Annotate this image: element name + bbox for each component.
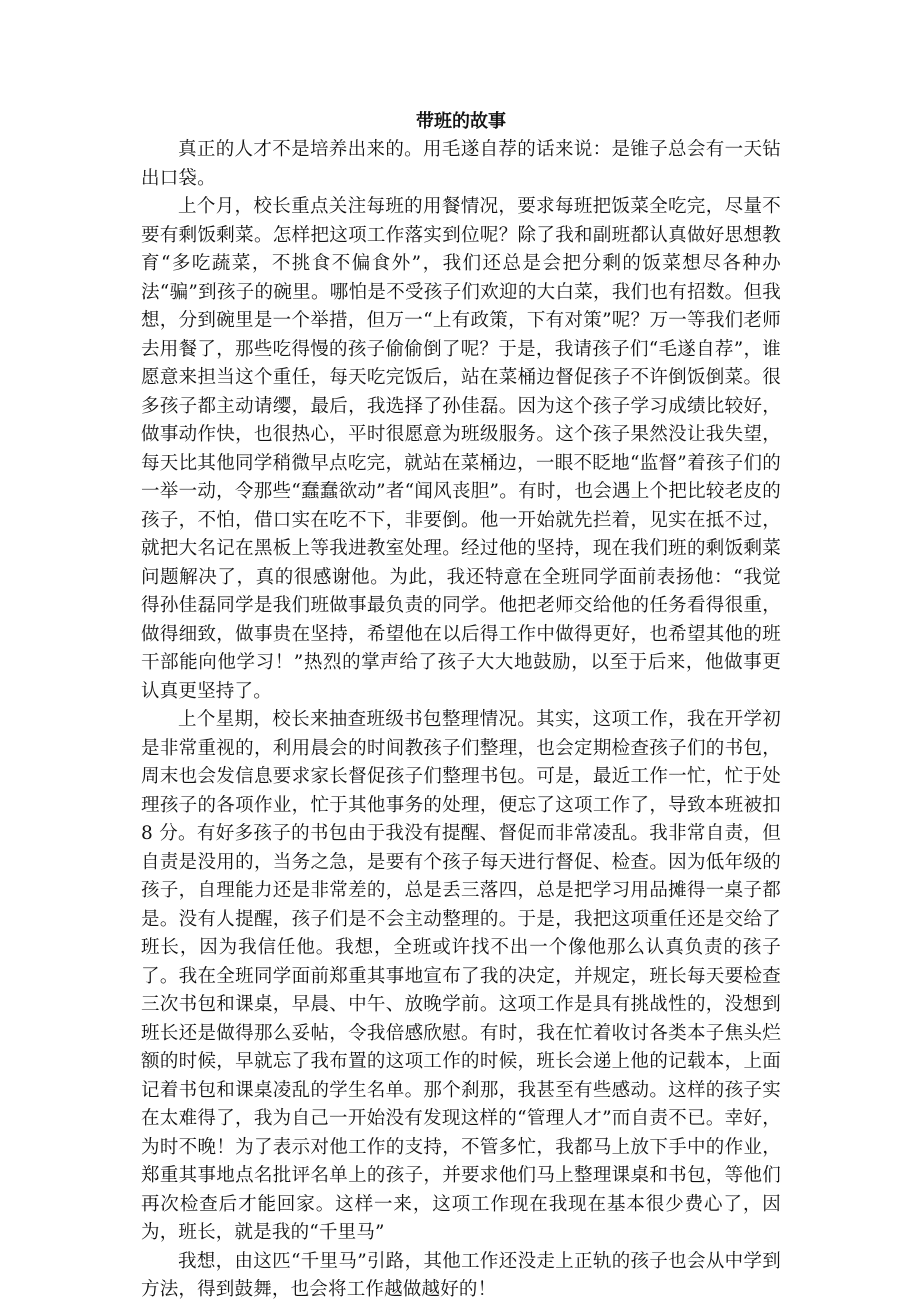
paragraph-schoolbag-story: 上个星期，校长来抽查班级书包整理情况。其实，这项工作，我在开学初是非常重视的，利用晨会的时间教孩子们整理，也会定期检查孩子们的书包，周末也会发信息要求家长督促孩子们整理书包。可是，最近工作一忙，忙于处理孩子的各项作业，忙于其他事务的处理，便忘了这项工作了，导致本班被扣 8 分。有好多孩子的书包由于我没有提醒、督促而非常凌乱。我非常自责，但自责是没用的，当务之急，是要有个孩子每天进行督促、检查。因为低年级的孩子，自理能力还是非常差的，总是丢三落四，总是把学习用品摊得一桌子都是。没有人提醒，孩子们是不会主动整理的。于是，我把这项重任还是交给了班长，因为我信任他。我想，全班或许找不出一个像他那么认真负责的孩子了。我在全班同学面前郑重其事地宣布了我的决定，并规定，班长每天要检查三次书包和课桌，早晨、中午、放晚学前。这项工作是具有挑战性的，没想到班长还是做得那么妥帖，令我倍感欣慰。有时，我在忙着收讨各类本子焦头烂额的时候，早就忘了我布置的这项工作的时候，班长会递上他的记载本，上面记着书包和课桌凌乱的学生名单。那个刹那，我甚至有些感动。这样的孩子实在太难得了，我为自己一开始没有发现这样的“管理人才”而自责不已。幸好，为时不晚！为了表示对他工作的支持，不管多忙，我都马上放下手中的作业，郑重其事地点名批评名单上的孩子，并要求他们马上整理课桌和书包，等他们再次检查后才能回家。这样一来，这项工作现在我现在基本很少费心了，因为，班长，就是我的“千里马” <box>141 709 781 1243</box>
paragraph-conclusion: 我想，由这匹“千里马”引路，其他工作还没走上正轨的孩子也会从中学到方法，得到鼓舞，也会将工作越做越好的！ <box>141 1250 781 1300</box>
document-page <box>141 108 781 1305</box>
paragraph-intro: 真正的人才不是培养出来的。用毛遂自荐的话来说：是锥子总会有一天钻出口袋。 <box>141 139 781 189</box>
document-title: 带班的故事 <box>416 111 506 132</box>
paragraph-meal-story: 上个月，校长重点关注每班的用餐情况，要求每班把饭菜全吃完，尽量不要有剩饭剩菜。怎样把这项工作落实到位呢？除了我和副班都认真做好思想教育“多吃蔬菜，不挑食不偏食外”，我们还总是会把分剩的饭菜想尽各种办法“骗”到孩子的碗里。哪怕是不受孩子们欢迎的大白菜，我们也有招数。但我想，分到碗里是一个举措，但万一“上有政策，下有对策”呢？万一等我们老师去用餐了，那些吃得慢的孩子偷偷倒了呢？于是，我请孩子们“毛遂自荐”，谁愿意来担当这个重任，每天吃完饭后，站在菜桶边督促孩子不许倒饭倒菜。很多孩子都主动请缨，最后，我选择了孙佳磊。因为这个孩子学习成绩比较好，做事动作快，也很热心，平时很愿意为班级服务。这个孩子果然没让我失望，每天比其他同学稍微早点吃完，就站在菜桶边，一眼不眨地“监督”着孩子们的一举一动，令那些“蠢蠢欲动”者“闻风丧胆”。有时，也会遇上个把比较老皮的孩子，不怕，借口实在吃不下，非要倒。他一开始就先拦着，见实在抵不过，就把大名记在黑板上等我进教室处理。经过他的坚持，现在我们班的剩饭剩菜问题解决了，真的很感谢他。为此，我还特意在全班同学面前表扬他：“我觉得孙佳磊同学是我们班做事最负责的同学。他把老师交给他的任务看得很重，做得细致，做事贵在坚持，希望他在以后得工作中做得更好，也希望其他的班干部能向他学习！”热烈的掌声给了孩子大大地鼓励，以至于后来，他做事更认真更坚持了。 <box>141 196 781 702</box>
